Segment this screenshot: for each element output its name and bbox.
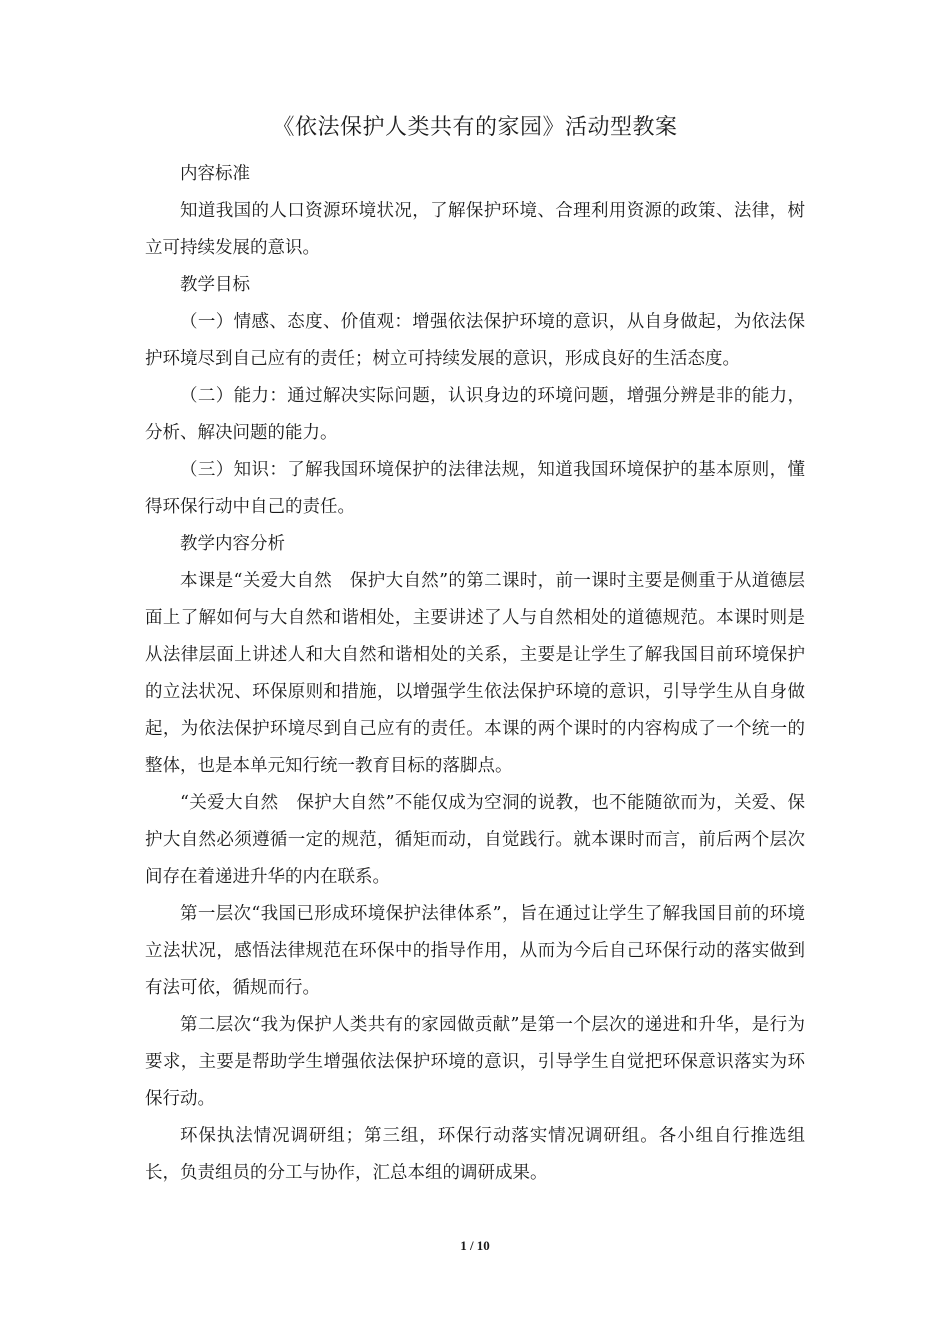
page-number: 1 / 10 — [460, 1238, 490, 1253]
paragraph: 本课是“关爱大自然 保护大自然”的第二课时，前一课时主要是侧重于从道德层面上了解如何与大自然和谐相处，主要讲述了人与自然相处的道德规范。本课时则是从法律层面上讲述人和大自然和谐相处的关系，主要是让学生了解我国目前环境保护的立法状况、环保原则和措施，以增强学生依法保护环境的意识，引导学生从自身做起，为依法保护环境尽到自己应有的责任。本课的两个课时的内容构成了一个统一的整体，也是本单元知行统一教育目标的落脚点。 — [145, 571, 805, 776]
paragraph: （三）知识：了解我国环境保护的法律法规，知道我国环境保护的基本原则，懂得环保行动中自己的责任。 — [145, 460, 805, 517]
document-title: 《依法保护人类共有的家园》活动型教案 — [272, 115, 678, 140]
paragraph: （一）情感、态度、价值观：增强依法保护环境的意识，从自身做起，为依法保护环境尽到自己应有的责任；树立可持续发展的意识，形成良好的生活态度。 — [145, 312, 805, 369]
paragraph: 环保执法情况调研组；第三组，环保行动落实情况调研组。各小组自行推选组长，负责组员的分工与协作，汇总本组的调研成果。 — [145, 1126, 805, 1183]
paragraph: “关爱大自然 保护大自然”不能仅成为空洞的说教，也不能随欲而为，关爱、保护大自然必须遵循一定的规范，循矩而动，自觉践行。就本课时而言，前后两个层次间存在着递进升华的内在联系。 — [145, 793, 805, 887]
document-body — [145, 156, 805, 1192]
section-heading-teaching-goals: 教学目标 — [180, 275, 250, 295]
paragraph: （二）能力：通过解决实际问题，认识身边的环境问题，增强分辨是非的能力，分析、解决问题的能力。 — [145, 386, 805, 443]
paragraph: 第一层次“我国已形成环境保护法律体系”，旨在通过让学生了解我国目前的环境立法状况，感悟法律规范在环保中的指导作用，从而为今后自己环保行动的落实做到有法可依，循规而行。 — [145, 904, 805, 998]
paragraph: 知道我国的人口资源环境状况，了解保护环境、合理利用资源的政策、法律，树立可持续发展的意识。 — [145, 201, 805, 258]
paragraph: 第二层次“我为保护人类共有的家园做贡献”是第一个层次的递进和升华，是行为要求，主要是帮助学生增强依法保护环境的意识，引导学生自觉把环保意识落实为环保行动。 — [145, 1015, 805, 1109]
section-heading-content-standard: 内容标准 — [180, 164, 250, 184]
section-heading-content-analysis: 教学内容分析 — [180, 534, 285, 554]
